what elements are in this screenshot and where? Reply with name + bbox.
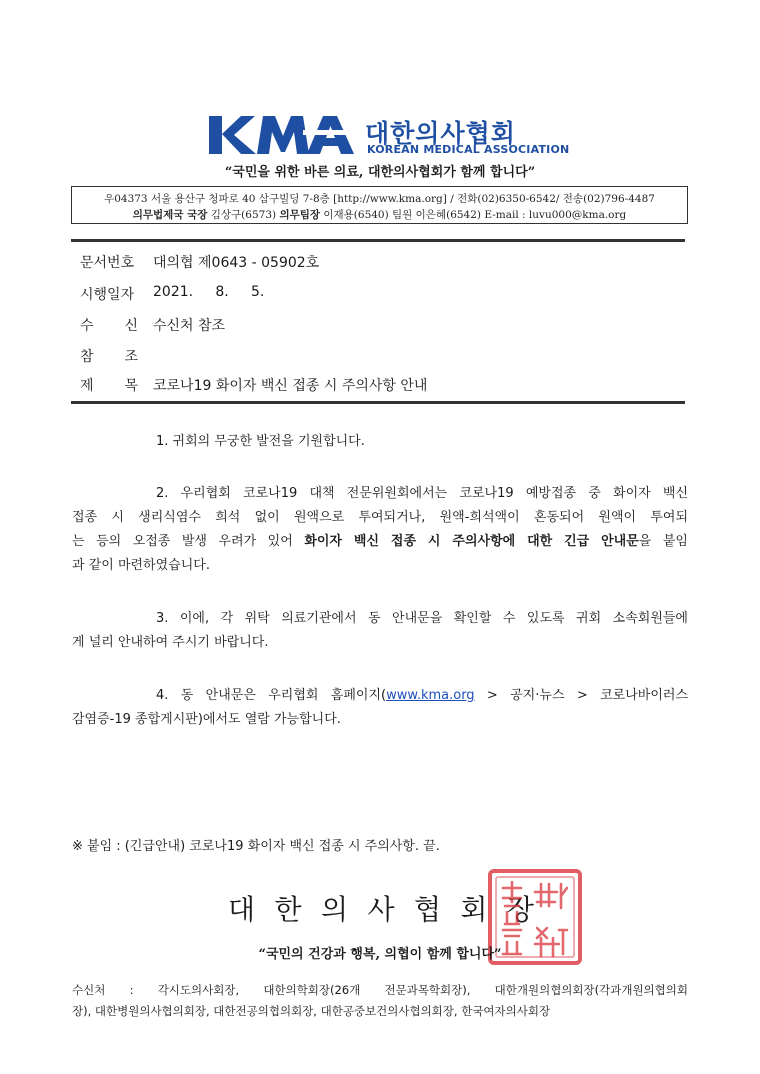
paragraph-line: 접종 시 생리식염수 희석 없이 원액으로 투여되거나, 원액-희석액이 혼동되어 원액이 투여되 [72,510,688,525]
subject-value: 코로나19 화이자 백신 접종 시 주의사항 안내 [153,378,428,394]
text-run: 는 등의 오접종 발생 우려가 있어 [72,534,305,549]
logo-english-text: KOREAN MEDICAL ASSOCIATION [367,143,570,156]
subject-label [80,375,138,395]
contact-info-box [71,186,688,224]
subject-label-char: 목 [124,378,138,394]
team-label: 의무팀장 [279,209,321,221]
signer-char: 협 [413,893,441,926]
signer-char: 장 [506,893,534,926]
paragraph-line [72,530,688,554]
paragraph-line: 게 널리 안내하여 주시기 바랍니다. [72,635,269,650]
header-slogan: “국민을 위한 바른 의료, 대한의사협회가 함께 합니다” [224,165,536,180]
reference-label [80,346,138,366]
emphasis-text: 화이자 백신 접종 시 주의사항에 대한 긴급 안내문 [304,534,639,549]
signer-char: 회 [460,893,488,926]
recipient-label-char: 수 [80,318,94,334]
kma-logo [207,112,570,158]
recipients-list [72,980,688,1022]
paragraph-line: 1. 귀회의 무궁한 발전을 기원합니다. [156,434,365,449]
date-label: 시행일자 [80,287,135,303]
dept-label: 의무법제국 국장 [132,209,208,221]
attachment-line: ※ 붙임 : (긴급안내) 코로나19 화이자 백신 접종 시 주의사항. 끝. [72,839,440,854]
text-run: 4. 동 안내문은 우리협회 홈페이지( [156,688,387,703]
doc-number-label: 문서번호 [80,255,135,271]
signer-char: 의 [320,893,349,926]
kma-website-link[interactable]: www.kma.org [386,688,475,703]
text-run: 을 붙임 [638,534,688,549]
signer-char: 한 [274,893,302,926]
meta-divider [71,401,685,404]
contact-line-2 [72,207,687,222]
logo-korean-text: 대한의사협회 [365,119,516,148]
paragraph-line [72,684,688,708]
recipient-label [80,315,138,335]
paragraph-line: 3. 이에, 각 위탁 의료기관에서 동 안내문을 확인할 수 있도록 귀회 소속회원들에 [156,611,688,626]
kma-logo-mark-icon [207,112,357,158]
paragraph-line: 2. 우리협회 코로나19 대책 전문위원회에서는 코로나19 예방접종 중 화이자 백신 [156,486,688,501]
subject-label-char: 제 [80,378,94,394]
text-run: > 공지·뉴스 > 코로나바이러스 [474,688,688,703]
recipient-label-char: 신 [124,318,138,334]
paragraph-line: 감염증-19 종합게시판)에서도 열람 가능합니다. [72,712,341,727]
top-divider [71,239,685,242]
paragraph-line: 과 같이 마련하였습니다. [72,558,210,573]
paragraph-1 [72,430,688,454]
paragraph-3 [72,607,688,655]
reference-label-char: 조 [124,349,138,365]
recipient-value: 수신처 참조 [153,318,226,334]
recipients-line: 수신처 : 각시도의사회장, 대한의학회장(26개 전문과목학회장), 대한개원의협의회장(각과개원의협의회 [72,983,688,997]
signer-char: 대 [228,893,256,926]
paragraph-2 [72,482,688,578]
signer-char: 사 [367,893,395,926]
closing-slogan: “국민의 건강과 행복, 의협이 함께 합니다” [258,947,502,962]
reference-label-char: 참 [80,349,94,365]
contact-line-1: 우04373 서울 용산구 청파로 40 삼구빌딩 7-8층 [http://www.kma.org] / 전화(02)6350-6542/ 전송(02)796-4487 [104,193,655,205]
team-person: 이재용(6540) 팀원 이은혜(6542) E-mail : luvu000@kma.org [323,209,627,221]
paragraph-4 [72,684,688,732]
dept-person: 김상구(6573) [210,209,277,221]
attachment-note [72,835,688,859]
date-value: 2021. 8. 5. [153,284,265,300]
doc-number-value: 대의협 제0643 - 05902호 [153,255,320,271]
recipients-line: 장), 대한병원의사협의회장, 대한전공의협의회장, 대한공중보건의사협의회장, 한국여자의사회장 [72,1004,551,1018]
